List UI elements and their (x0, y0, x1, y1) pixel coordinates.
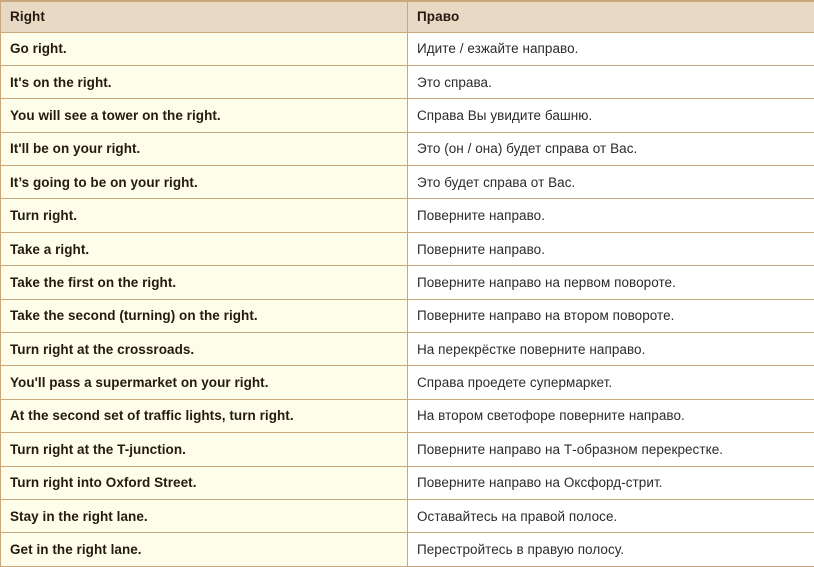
column-header-russian: Право (408, 1, 814, 32)
cell-english: Turn right. (1, 199, 408, 232)
cell-english: At the second set of traffic lights, turn right. (1, 399, 408, 432)
table-row (1, 232, 814, 265)
cell-russian: Это справа. (408, 65, 814, 98)
cell-russian: На втором светофоре поверните направо. (408, 399, 814, 432)
table-header (1, 1, 814, 32)
cell-english: Go right. (1, 32, 408, 65)
column-header-english: Right (1, 1, 408, 32)
table-row (1, 366, 814, 399)
cell-russian: Идите / езжайте направо. (408, 32, 814, 65)
table-row (1, 433, 814, 466)
table-row (1, 65, 814, 98)
cell-russian: Поверните направо на первом повороте. (408, 266, 814, 299)
table-header-row (1, 1, 814, 32)
cell-english: You will see a tower on the right. (1, 99, 408, 132)
cell-english: Get in the right lane. (1, 533, 408, 566)
cell-english: You'll pass a supermarket on your right. (1, 366, 408, 399)
cell-russian: На перекрёстке поверните направо. (408, 333, 814, 366)
cell-english: Take a right. (1, 232, 408, 265)
cell-russian: Поверните направо. (408, 232, 814, 265)
cell-russian: Перестройтесь в правую полосу. (408, 533, 814, 566)
cell-russian: Поверните направо. (408, 199, 814, 232)
cell-russian: Оставайтесь на правой полосе. (408, 499, 814, 532)
table-row (1, 399, 814, 432)
table-row (1, 99, 814, 132)
cell-russian: Поверните направо на Т-образном перекрестке. (408, 433, 814, 466)
cell-russian: Поверните направо на втором повороте. (408, 299, 814, 332)
table-body (1, 32, 814, 566)
table-row (1, 199, 814, 232)
table-row (1, 132, 814, 165)
table-row (1, 32, 814, 65)
cell-english: Turn right into Oxford Street. (1, 466, 408, 499)
cell-english: Take the first on the right. (1, 266, 408, 299)
cell-english: It’s going to be on your right. (1, 166, 408, 199)
cell-english: It'll be on your right. (1, 132, 408, 165)
cell-russian: Поверните направо на Оксфорд-стрит. (408, 466, 814, 499)
cell-russian: Это будет справа от Вас. (408, 166, 814, 199)
table-row (1, 266, 814, 299)
table-row (1, 299, 814, 332)
cell-english: Turn right at the crossroads. (1, 333, 408, 366)
table-row (1, 166, 814, 199)
cell-russian: Справа проедете супермаркет. (408, 366, 814, 399)
cell-english: Stay in the right lane. (1, 499, 408, 532)
cell-english: It's on the right. (1, 65, 408, 98)
table-row (1, 466, 814, 499)
table-row (1, 533, 814, 566)
cell-russian: Справа Вы увидите башню. (408, 99, 814, 132)
cell-english: Take the second (turning) on the right. (1, 299, 408, 332)
table-row (1, 499, 814, 532)
cell-english: Turn right at the T-junction. (1, 433, 408, 466)
table-row (1, 333, 814, 366)
cell-russian: Это (он / она) будет справа от Вас. (408, 132, 814, 165)
